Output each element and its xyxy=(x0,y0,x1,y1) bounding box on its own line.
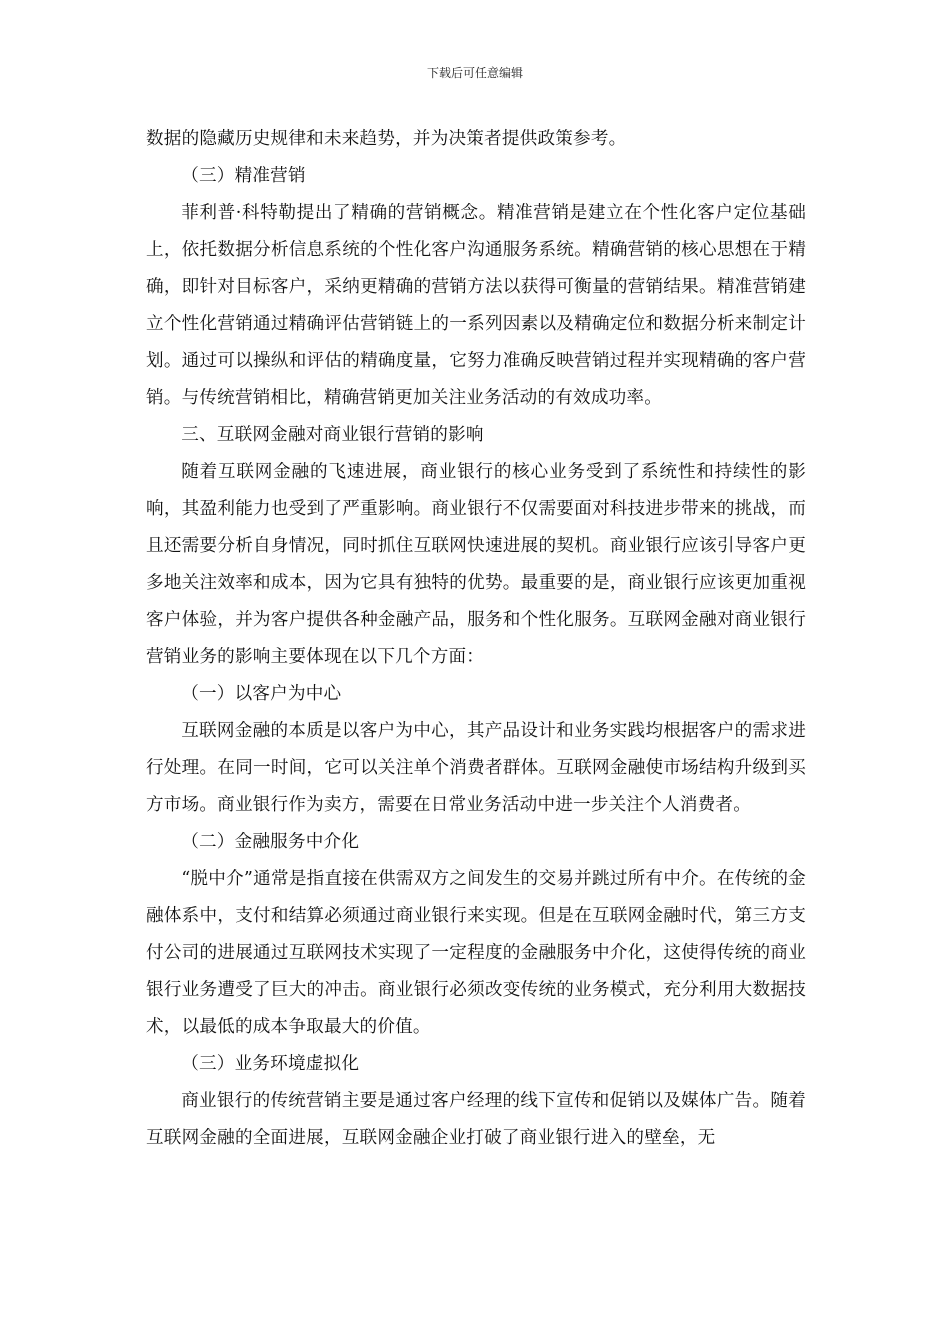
section-heading-internet-finance-impact: 三、互联网金融对商业银行营销的影响 xyxy=(181,425,484,445)
document-body xyxy=(146,121,806,1157)
page-header: 下载后可任意编辑 xyxy=(426,66,523,80)
paragraph-precision-marketing: 菲利普·科特勒提出了精确的营销概念。精准营销是建立在个性化客户定位基础上，依托数据分析信息系统的个性化客户沟通服务系统。精确营销的核心思想在于精确，即针对目标客户，采纳更精确的营销方法以获得可衡量的营销结果。精准营销建立个性化营销通过精确评估营销链上的一系列因素以及精确定位和数据分析来制定计划。通过可以操纵和评估的精确度量，它努力准确反映营销过程并实现精确的客户营销。与传统营销相比，精确营销更加关注业务活动的有效成功率。 xyxy=(146,203,806,408)
section-heading-customer-centric: （一）以客户为中心 xyxy=(181,684,342,704)
paragraph-customer-centric: 互联网金融的本质是以客户为中心，其产品设计和业务实践均根据客户的需求进行处理。在同一时间，它可以关注单个消费者群体。互联网金融使市场结构升级到买方市场。商业银行作为卖方，需要在日常业务活动中进一步关注个人消费者。 xyxy=(146,721,806,815)
paragraph-virtual-environment: 商业银行的传统营销主要是通过客户经理的线下宣传和促销以及媒体广告。随着互联网金融的全面进展，互联网金融企业打破了商业银行进入的壁垒，无 xyxy=(146,1091,806,1148)
paragraph-continued: 数据的隐藏历史规律和未来趋势，并为决策者提供政策参考。 xyxy=(146,129,627,149)
section-heading-disintermediation: （二）金融服务中介化 xyxy=(181,832,360,852)
paragraph-disintermediation: “脱中介”通常是指直接在供需双方之间发生的交易并跳过所有中介。在传统的金融体系中，支付和结算必须通过商业银行来实现。但是在互联网金融时代，第三方支付公司的进展通过互联网技术实现了一定程度的金融服务中介化，这使得传统的商业银行业务遭受了巨大的冲击。商业银行必须改变传统的业务模式，充分利用大数据技术，以最低的成本争取最大的价值。 xyxy=(146,869,806,1037)
section-heading-virtual-environment: （三）业务环境虚拟化 xyxy=(181,1054,360,1074)
section-heading-precision-marketing: （三）精准营销 xyxy=(181,166,306,186)
paragraph-internet-finance-impact: 随着互联网金融的飞速进展，商业银行的核心业务受到了系统性和持续性的影响，其盈利能力也受到了严重影响。商业银行不仅需要面对科技进步带来的挑战，而且还需要分析自身情况，同时抓住互联网快速进展的契机。商业银行应该引导客户更多地关注效率和成本，因为它具有独特的优势。最重要的是，商业银行应该更加重视客户体验，并为客户提供各种金融产品，服务和个性化服务。互联网金融对商业银行营销业务的影响主要体现在以下几个方面： xyxy=(146,462,806,667)
